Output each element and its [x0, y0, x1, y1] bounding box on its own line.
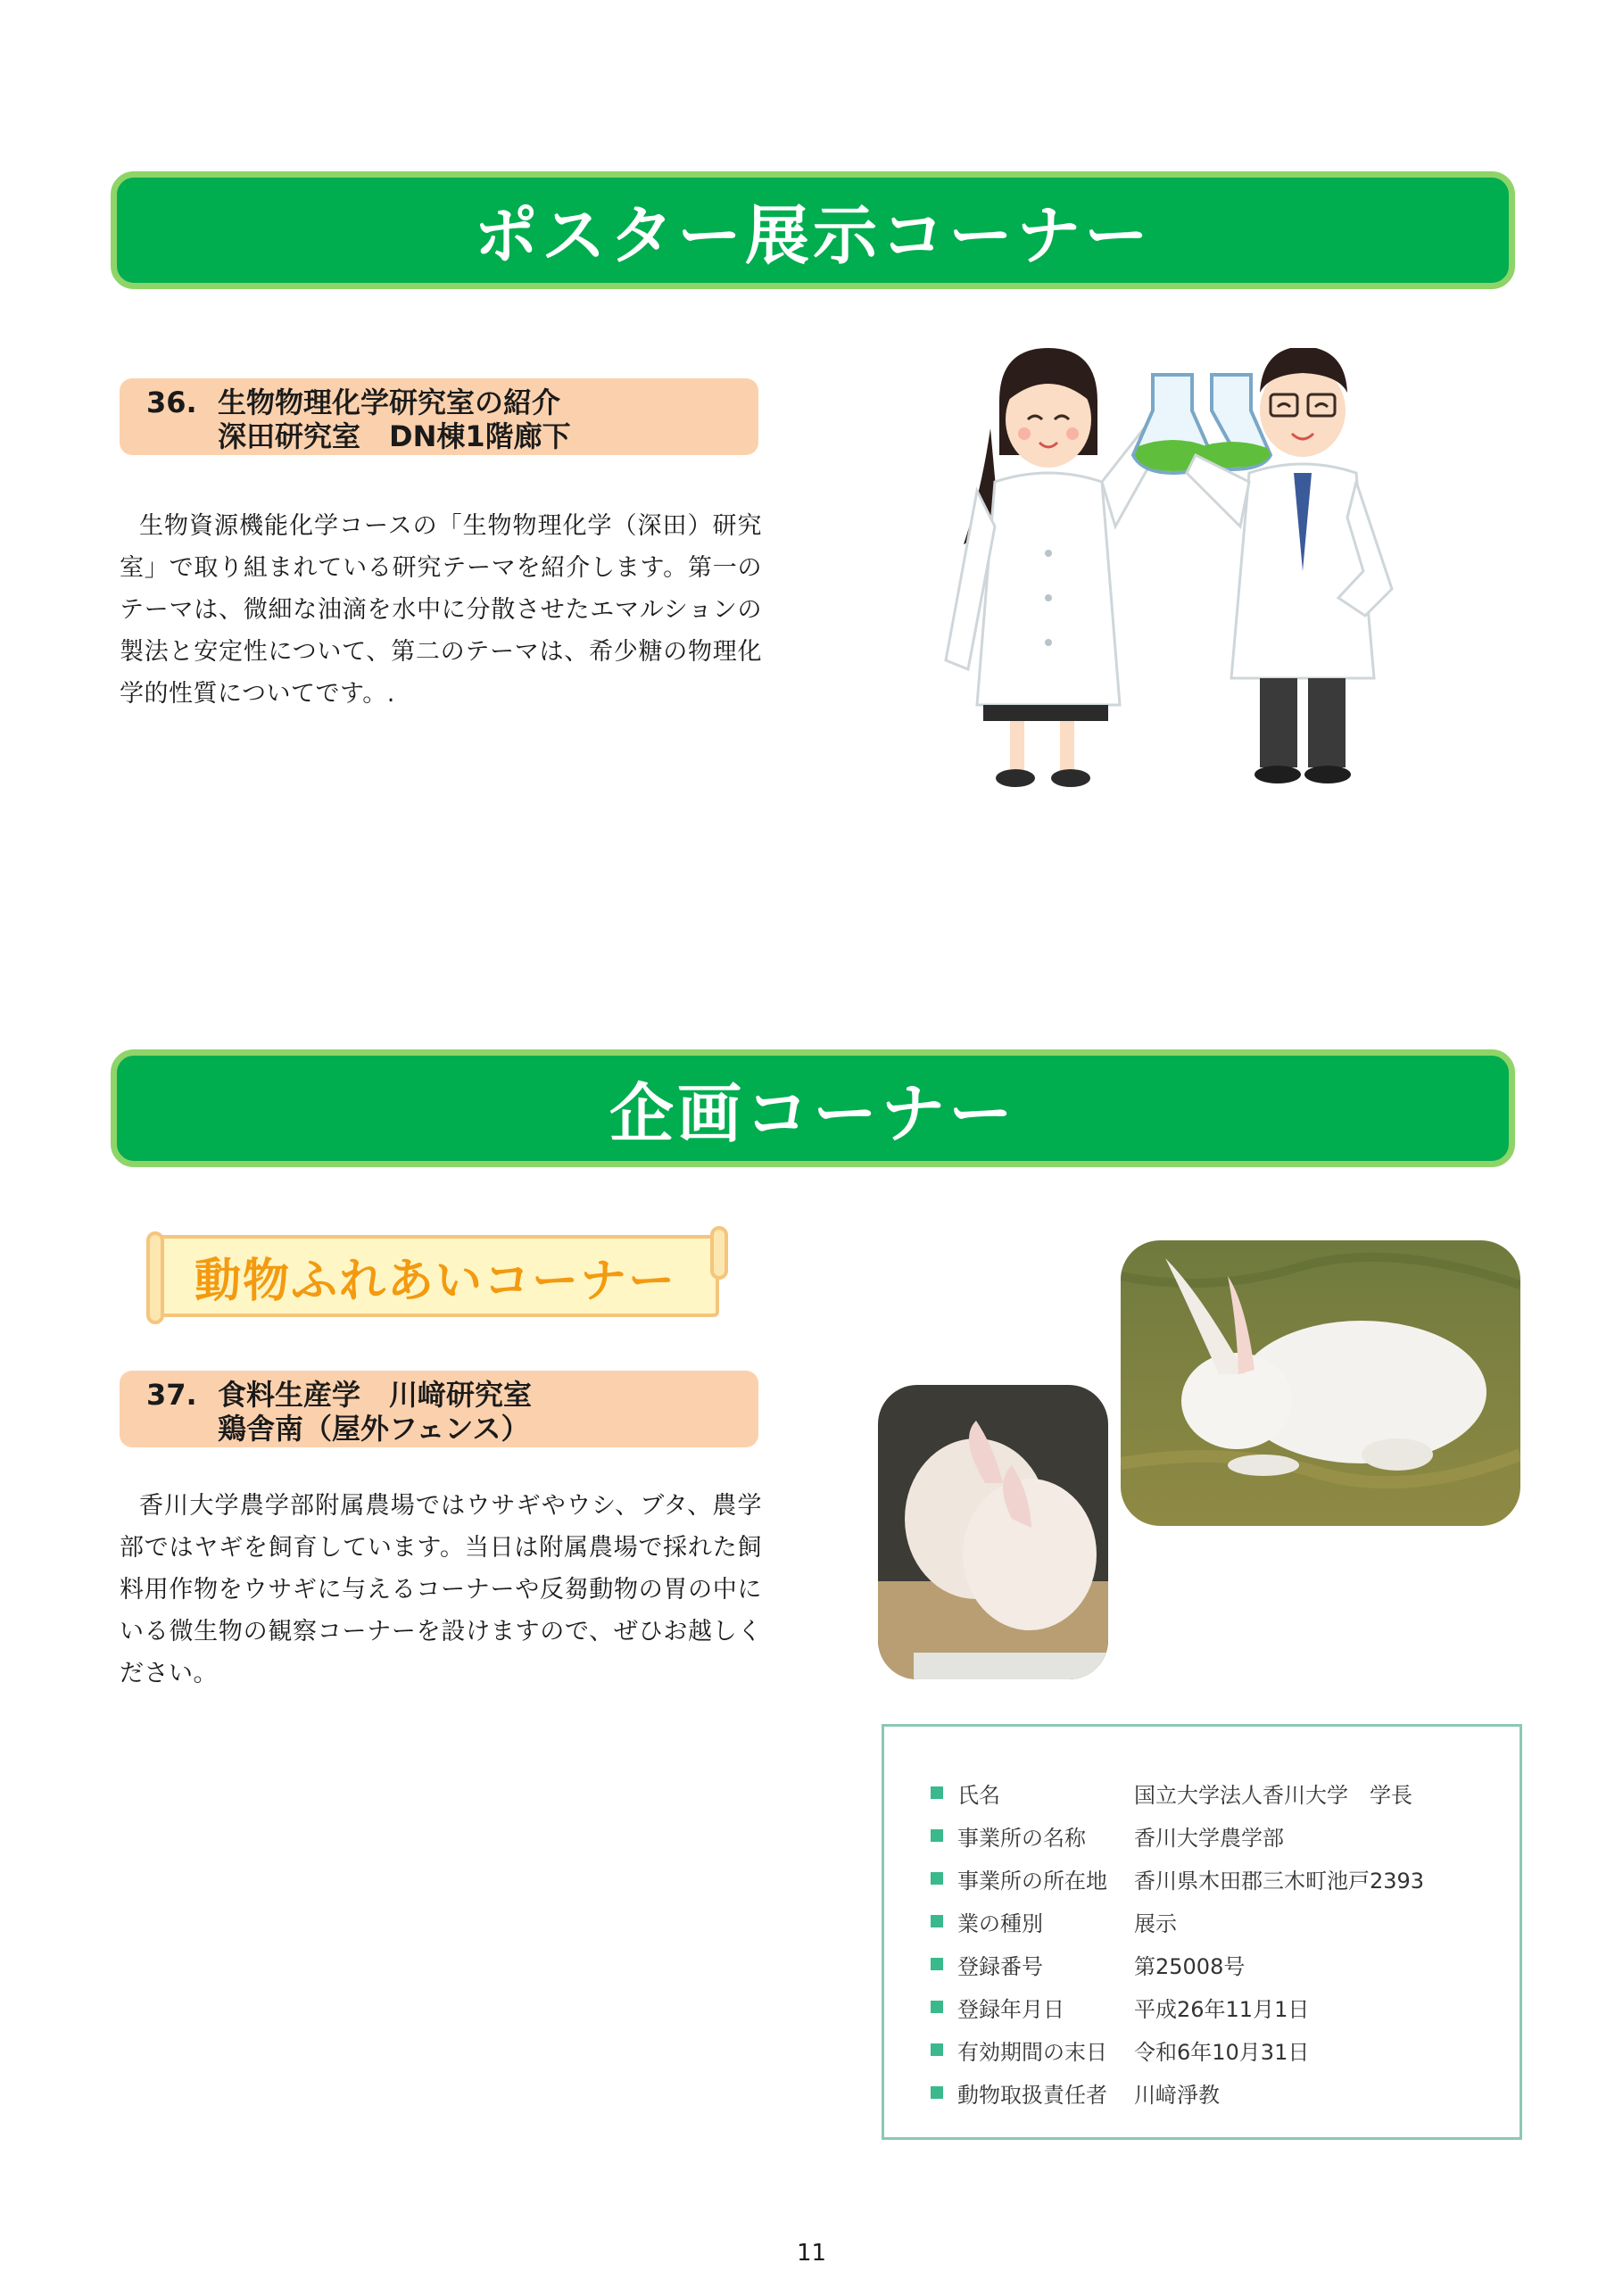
- bullet-square-icon: [931, 2001, 943, 2013]
- male-scientist-figure: [1187, 348, 1392, 783]
- registration-key: 業の種別: [957, 1911, 1043, 1936]
- item-36-title: 生物物理化学研究室の紹介: [218, 385, 561, 419]
- rabbit-on-grass-photo: [1121, 1240, 1520, 1526]
- item-36-description: 生物資源機能化学コースの「生物物理化学（深田）研究室」で取り組まれている研究テーマを紹介します。第一のテーマは、微細な油滴を水中に分散させたエマルションの製法と安定性について、第二のテーマは、希少糖の物理化学的性質についてです。.: [120, 512, 762, 708]
- registration-value: 第25008号: [1134, 1953, 1246, 1979]
- registration-row: [931, 1857, 1519, 1900]
- registration-row: [931, 2071, 1519, 2114]
- item-36-header: [120, 378, 758, 455]
- registration-key: 事業所の所在地: [957, 1868, 1107, 1894]
- item-36-number: 36.: [146, 385, 197, 419]
- poster-section-title: ポスター展示コーナー: [473, 198, 1152, 273]
- registration-value: 香川県木田郡三木町池戸2393: [1134, 1868, 1425, 1894]
- registration-row: [931, 1771, 1519, 1814]
- bullet-square-icon: [931, 2086, 943, 2099]
- bullet-square-icon: [931, 1829, 943, 1842]
- registration-value: 平成26年11月1日: [1134, 1996, 1310, 2022]
- bullet-square-icon: [931, 2043, 943, 2056]
- bullet-square-icon: [931, 1786, 943, 1799]
- bullet-square-icon: [931, 1915, 943, 1927]
- animal-handling-registration-box: [882, 1724, 1522, 2140]
- registration-key: 動物取扱責任者: [957, 2082, 1107, 2108]
- registration-value: 令和6年10月31日: [1134, 2039, 1310, 2065]
- registration-list: [931, 1771, 1519, 2114]
- registration-value: 国立大学法人香川大学 学長: [1134, 1782, 1412, 1808]
- registration-key: 有効期間の末日: [957, 2039, 1107, 2065]
- planning-section-banner: [111, 1049, 1515, 1167]
- registration-key: 登録年月日: [957, 1996, 1064, 2022]
- registration-row: [931, 1900, 1519, 1943]
- item-37-title: 食料生産学 川﨑研究室: [218, 1378, 533, 1412]
- animal-petting-corner-label: [155, 1235, 719, 1317]
- baby-rabbits-photo: [878, 1385, 1108, 1679]
- registration-row: [931, 2028, 1519, 2071]
- bullet-square-icon: [931, 1958, 943, 1970]
- registration-value: 香川大学農学部: [1134, 1825, 1284, 1851]
- animal-petting-corner-text: 動物ふれあいコーナー: [195, 1254, 677, 1308]
- registration-key: 氏名: [957, 1782, 1000, 1808]
- planning-section-title: 企画コーナー: [609, 1076, 1016, 1151]
- bullet-square-icon: [931, 1872, 943, 1885]
- item-37-number: 37.: [146, 1378, 197, 1412]
- poster-section-banner: [111, 171, 1515, 289]
- page-number: 11: [796, 2240, 827, 2267]
- item-37-header: [120, 1371, 758, 1447]
- item-36-location: 深田研究室 DN棟1階廊下: [218, 419, 571, 453]
- registration-key: 事業所の名称: [957, 1825, 1086, 1851]
- female-scientist-figure: [946, 348, 1212, 787]
- registration-row: [931, 1985, 1519, 2028]
- registration-value: 展示: [1134, 1911, 1177, 1936]
- scientists-illustration: [928, 348, 1410, 794]
- registration-row: [931, 1943, 1519, 1985]
- registration-row: [931, 1814, 1519, 1857]
- item-37-description: 香川大学農学部附属農場ではウサギやウシ、ブタ、農学部ではヤギを飼育しています。当日は附属農場で採れた飼料用作物をウサギに与えるコーナーや反芻動物の胃の中にいる微生物の観察コーナーを設けますので、ぜひお越しください。: [120, 1492, 762, 1687]
- item-37-location: 鶏舎南（屋外フェンス）: [218, 1412, 530, 1446]
- registration-value: 川﨑淨教: [1134, 2082, 1220, 2108]
- registration-key: 登録番号: [957, 1953, 1043, 1979]
